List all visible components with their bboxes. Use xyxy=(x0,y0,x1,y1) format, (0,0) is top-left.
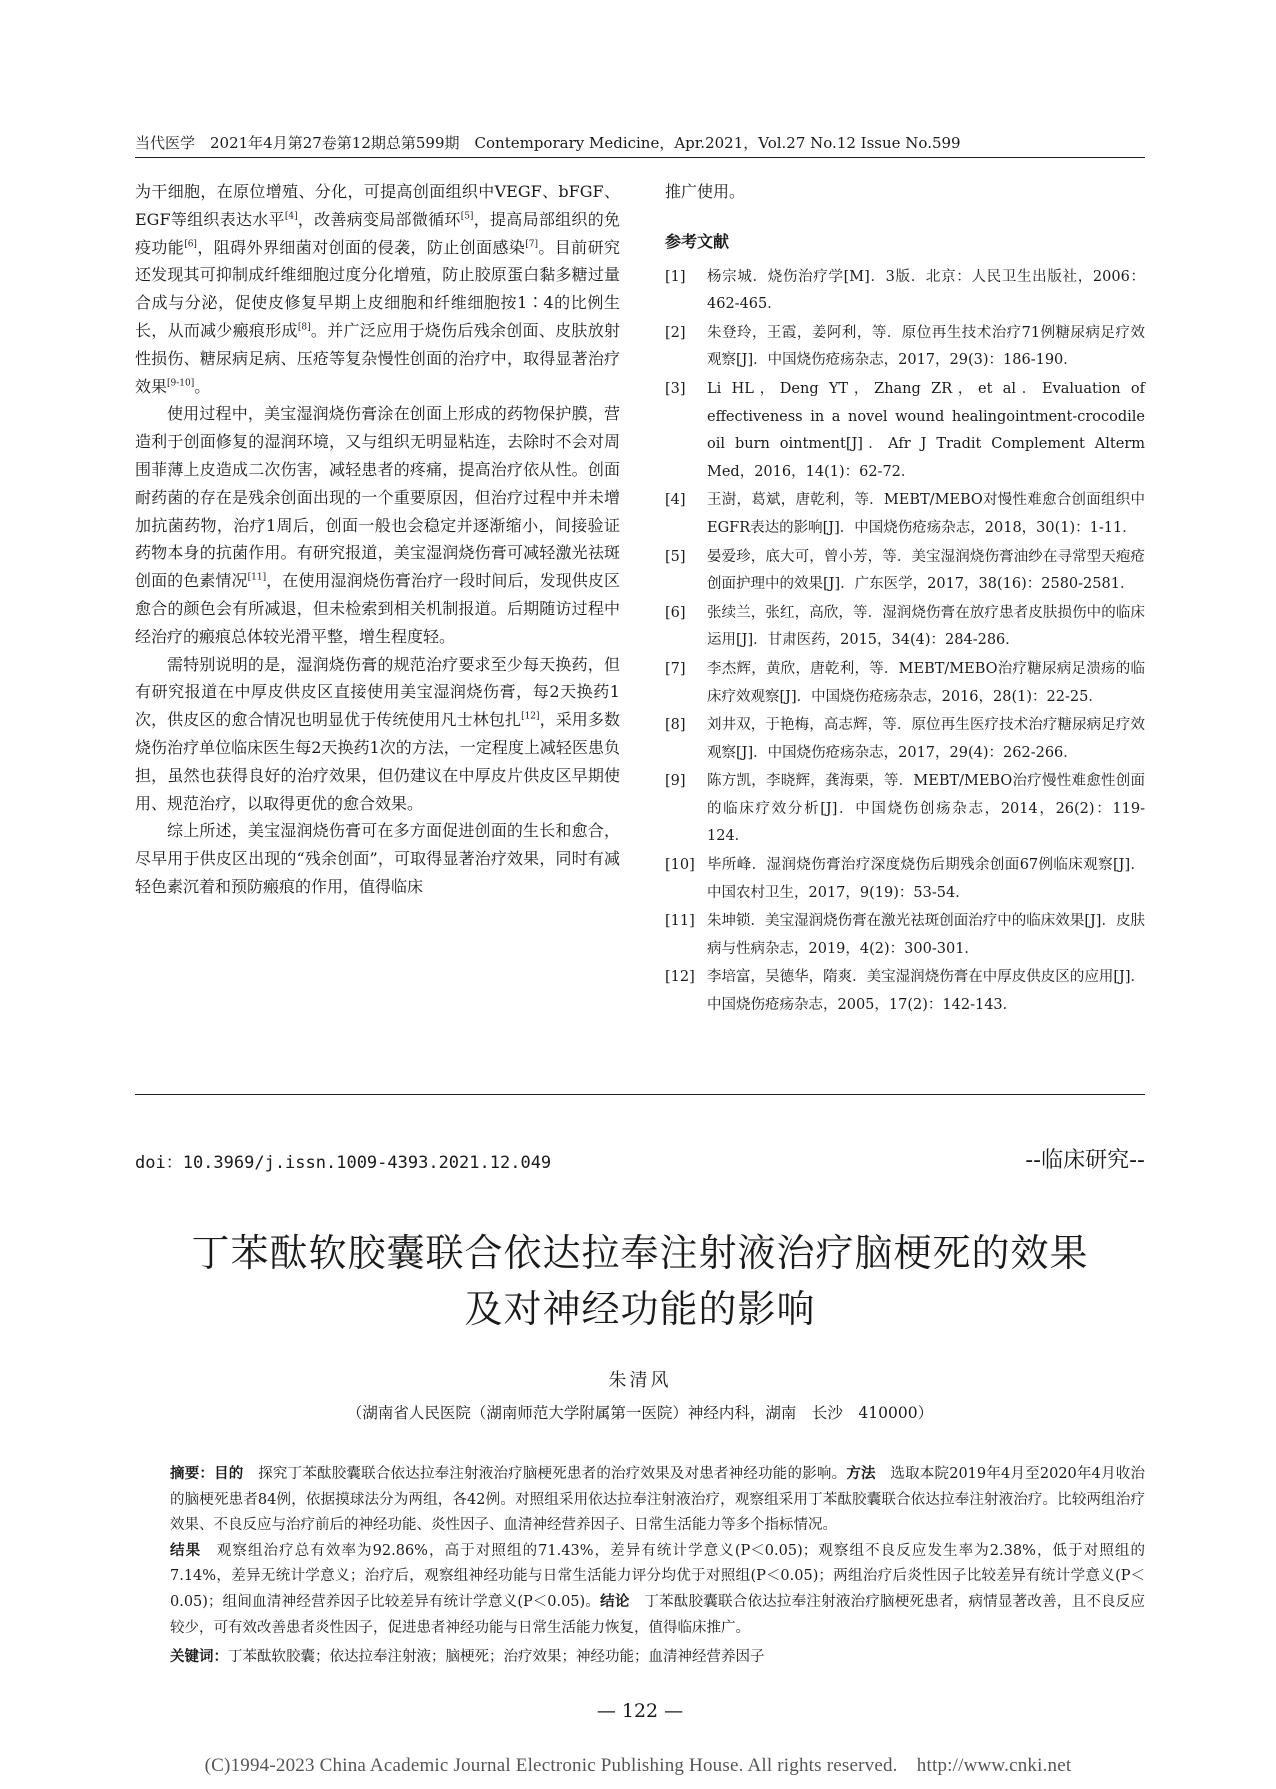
reference-text: 晏爱珍，底大可，曾小芳，等．美宝湿润烧伤膏油纱在寻常型天疱疮创面护理中的效果[J]．广东医学，2017，38(16)：2580-2581． xyxy=(707,548,1145,593)
reference-item xyxy=(665,600,1145,655)
conclusion-text: 丁苯酞胶囊联合依达拉奉注射液治疗脑梗死患者，病情显著改善，且不良反应较少，可有效改善患者炎性因子，促进患者神经功能与日常生活能力恢复，值得临床推广。 xyxy=(170,1593,1146,1636)
reference-number: [12] xyxy=(665,969,695,986)
aim-text: 探究丁苯酞胶囊联合依达拉奉注射液治疗脑梗死患者的治疗效果及对患者神经功能的影响。 xyxy=(243,1466,847,1482)
doi: doi：10.3969/j.issn.1009-4393.2021.12.049 xyxy=(135,1153,552,1173)
reference-number: [1] xyxy=(665,268,686,285)
keywords-text: 丁苯酞软胶囊；依达拉奉注射液；脑梗死；治疗效果；神经功能；血清神经营养因子 xyxy=(228,1649,765,1665)
citation: [12] xyxy=(521,711,540,722)
citation: [9-10] xyxy=(167,378,195,389)
reference-item xyxy=(665,656,1145,711)
keywords-label: 关键词： xyxy=(170,1649,228,1665)
reference-text: 刘井双，于艳梅，高志辉，等．原位再生医疗技术治疗糖尿病足疗效观察[J]．中国烧伤疮疡杂志，2017，29(4)：262-266． xyxy=(707,717,1145,761)
citation: [7] xyxy=(525,239,538,250)
reference-number: [4] xyxy=(665,492,686,509)
article-title xyxy=(135,1225,1145,1337)
running-header: 当代医学 2021年4月第27卷第12期总第599期 Contemporary Medicine，Apr.2021，Vol.27 No.12 Issue No.599 xyxy=(135,134,961,152)
title-line-2: 及对神经功能的影响 xyxy=(464,1287,816,1331)
text: ，改善病变局部微循环 xyxy=(297,209,461,229)
citation: [11] xyxy=(247,572,267,583)
reference-item xyxy=(665,908,1145,963)
continuation-text: 推广使用。 xyxy=(665,182,746,201)
section-divider xyxy=(135,1094,1145,1095)
abstract xyxy=(170,1462,1145,1641)
paragraph-1 xyxy=(135,178,620,400)
reference-number: [5] xyxy=(665,548,686,565)
reference-item xyxy=(665,712,1145,767)
reference-text: 李杰辉，黄欣，唐乾利，等．MEBT/MEBO治疗糖尿病足溃疡的临床疗效观察[J]．中国烧伤疮疡杂志，2016，28(1)：22-25． xyxy=(707,660,1145,705)
text: 。 xyxy=(194,376,211,396)
reference-item xyxy=(665,487,1145,542)
section-label: --临床研究-- xyxy=(1025,1148,1145,1173)
reference-item xyxy=(665,852,1145,907)
text: ，提高局部组织的免疫功能 xyxy=(135,209,620,257)
paragraph-4: 综上所述，美宝湿润烧伤膏可在多方面促进创面的生长和愈合，尽早用于供皮区出现的“残余创面”，可取得显著治疗效果，同时有减轻色素沉着和预防瘢痕的作用，值得临床 xyxy=(135,821,620,896)
text: 使用过程中，美宝湿润烧伤膏涂在创面上形成的药物保护膜，营造利于创面修复的湿润环境，又与组织无明显粘连，去除时不会对周围菲薄上皮造成二次伤害，减轻患者的疼痛，提高治疗依从性。创面耐药菌的存在是残余创面出现的一个重要原因，但治疗过程中并未增加抗菌药物，治疗1周后，创面一般也会稳定并逐渐缩小，间接验证药物本身的抗菌作用。有研究报道，美宝湿润烧伤膏可减轻激光祛斑创面的色素情况 xyxy=(135,404,620,591)
reference-text: 毕所峰．湿润烧伤膏治疗深度烧伤后期残余创面67例临床观察[J]．中国农村卫生，2017，9(19)：53-54． xyxy=(707,857,1145,901)
reference-item xyxy=(665,964,1145,1019)
paragraph-3 xyxy=(135,651,620,818)
citation: [6] xyxy=(184,239,197,250)
reference-number: [2] xyxy=(665,324,686,341)
method-text: 选取本院2019年4月至2020年4月收治的脑梗死患者84例，依据摸球法分为两组，各42例。对照组采用依达拉奉注射液治疗，观察组采用丁苯酞胶囊联合依达拉奉注射液治疗。比较两组治疗效果、不良反应与治疗前后的神经功能、炎性因子、血清神经营养因子、日常生活能力等多个指标情况。 xyxy=(170,1466,1146,1534)
conclusion-label: 结论 xyxy=(600,1593,630,1610)
reference-item xyxy=(665,544,1145,599)
text: 需特别说明的是，湿润烧伤膏的规范治疗要求至少每天换药，但有研究报道在中厚皮供皮区直接使用美宝湿润烧伤膏，每2天换药1次，供皮区的愈合情况也明显优于传统使用凡士林包扎 xyxy=(135,654,620,730)
copyright-footer: (C)1994-2023 China Academic Journal Electronic Publishing House. All rights reserved. http://www.cnki.net xyxy=(204,1755,1072,1776)
reference-number: [11] xyxy=(665,913,695,930)
citation: [8] xyxy=(297,322,311,333)
reference-text: 张续兰，张红，高欣，等．湿润烧伤膏在放疗患者皮肤损伤中的临床运用[J]．甘肃医药，2015，34(4)：284-286． xyxy=(707,604,1145,649)
references-heading: 参考文献 xyxy=(665,231,730,251)
reference-text: 王澍，葛斌，唐乾利，等．MEBT/MEBO对慢性难愈合创面组织中EGFR表达的影响[J]．中国烧伤疮疡杂志，2018，30(1)：1-11． xyxy=(707,492,1145,536)
reference-number: [6] xyxy=(665,604,686,621)
right-column xyxy=(665,178,1145,1021)
reference-text: 朱登玲，王霞，姜阿利，等．原位再生技术治疗71例糖尿病足疗效观察[J]．中国烧伤疮疡杂志，2017，29(3)：186-190． xyxy=(707,324,1145,369)
text: 。并广泛应用于烧伤后残余创面、皮肤放射性损伤、糖尿病足病、压疮等复杂慢性创面的治疗中，取得显著治疗效果 xyxy=(135,320,620,396)
reference-number: [3] xyxy=(665,380,686,397)
text: ，在使用湿润烧伤膏治疗一段时间后，发现供皮区愈合的颜色会有所减退，但未检索到相关机制报道。后期随访过程中经治疗的瘢痕总体较光滑平整，增生程度轻。 xyxy=(135,571,620,646)
text: 。目前研究还发现其可抑制成纤维细胞过度分化增殖，防止胶原蛋白黏多糖过量合成与分泌，促使皮修复早期上皮细胞和纤维细胞按1∶4的比例生长，从而减少瘢痕形成 xyxy=(135,237,620,340)
reference-item xyxy=(665,376,1145,486)
left-column xyxy=(135,178,620,901)
paragraph-2 xyxy=(135,400,620,650)
reference-text: Li HL，Deng YT，Zhang ZR，et al．Evaluation of effectiveness in a novel wound healingointment-crocodile oil burn ointment[J]．Afr J Tradit Complement Alterm Med，2016，14(1)：62-72． xyxy=(707,380,1145,480)
reference-item xyxy=(665,264,1145,319)
reference-list xyxy=(665,264,1145,1020)
reference-number: [8] xyxy=(665,717,686,734)
header-rule xyxy=(135,157,1145,158)
text: ，采用多数烧伤治疗单位临床医生每2天换药1次的方法，一定程度上减轻医患负担，虽然也获得良好的治疗效果，但仍建议在中厚皮片供皮区早期使用、规范治疗，以取得更优的愈合效果。 xyxy=(135,710,620,813)
reference-item xyxy=(665,320,1145,375)
title-line-1: 丁苯酞软胶囊联合依达拉奉注射液治疗脑梗死的效果 xyxy=(191,1231,1089,1275)
text: ，阻碍外界细菌对创面的侵袭，防止创面感染 xyxy=(196,237,526,257)
reference-text: 杨宗城．烧伤治疗学[M]．3版．北京：人民卫生出版社，2006：462-465． xyxy=(707,268,1145,313)
reference-text: 陈方凯，李晓辉，龚海栗，等．MEBT/MEBO治疗慢性难愈性创面的临床疗效分析[J]．中国烧伤创疡杂志，2014，26(2)：119-124． xyxy=(707,773,1145,845)
reference-number: [10] xyxy=(665,857,695,874)
keywords xyxy=(170,1645,1145,1670)
reference-item xyxy=(665,768,1145,851)
citation: [4] xyxy=(284,211,298,222)
reference-number: [9] xyxy=(665,773,686,790)
result-text: 观察组治疗总有效率为92.86%，高于对照组的71.43%，差异有统计学意义(P＜0.05)；观察组不良反应发生率为2.38%，低于对照组的7.14%，差异无统计学意义；治疗后，观察组神经功能与日常生活能力评分均优于对照组(P＜0.05)；两组治疗后炎性因子比较差异有统计学意义(P＜0.05)；组间血清神经营养因子比较差异有统计学意义(P＜0.05)。 xyxy=(170,1542,1145,1610)
abstract-label: 摘要： xyxy=(170,1466,215,1482)
aim-label: 目的 xyxy=(214,1466,244,1482)
reference-text: 朱坤锁．美宝湿润烧伤膏在激光祛斑创面治疗中的临床效果[J]．皮肤病与性病杂志，2019，4(2)：300-301． xyxy=(707,913,1145,957)
result-label: 结果 xyxy=(170,1542,202,1559)
method-label: 方法 xyxy=(846,1466,876,1482)
reference-text: 李培富，吴德华，隋爽．美宝湿润烧伤膏在中厚皮供皮区的应用[J]．中国烧伤疮疡杂志，2005，17(2)：142-143． xyxy=(707,969,1145,1014)
citation: [5] xyxy=(460,211,474,222)
page-number: — 122 — xyxy=(596,1700,684,1722)
reference-number: [7] xyxy=(665,660,686,677)
affiliation: （湖南省人民医院（湖南师范大学附属第一医院）神经内科，湖南 长沙 410000） xyxy=(346,1404,934,1422)
text: 为干细胞，在原位增殖、分化，可提高创面组织中VEGF、bFGF、EGF等组织表达水平 xyxy=(135,182,620,229)
author: 朱清风 xyxy=(608,1370,672,1391)
